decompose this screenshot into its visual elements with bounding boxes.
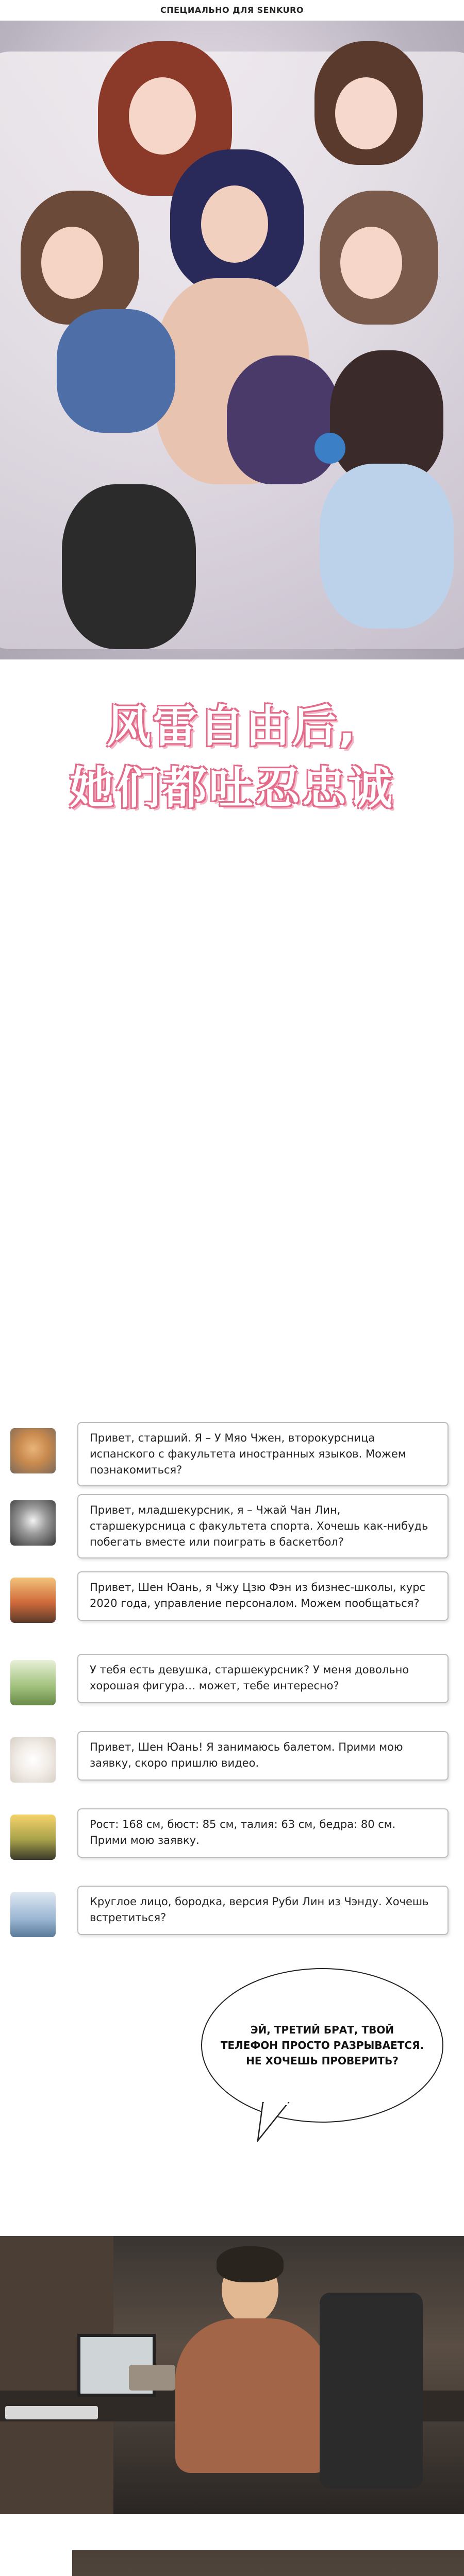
chat-message[interactable] xyxy=(10,1571,454,1628)
bed-panel xyxy=(72,2550,464,2576)
character-hair xyxy=(227,355,340,484)
character-face xyxy=(340,227,402,299)
chat-bubble: У тебя есть девушка, старшекурсник? У меня довольно хорошая фигура… может, тебе интересно? xyxy=(77,1654,449,1703)
chat-bubble: Рост: 168 см, бюст: 85 см, талия: 63 см, бедра: 80 см. Прими мою заявку. xyxy=(77,1808,449,1858)
speech-tail xyxy=(253,2102,294,2143)
title-line-1: 风雷自由后, xyxy=(106,701,358,752)
character-face xyxy=(41,227,103,299)
landscape-avatar-icon xyxy=(10,1578,56,1623)
chat-bubble: Привет, Шен Юань! Я занимаюсь балетом. Прими мою заявку, скоро пришлю видео. xyxy=(77,1731,449,1781)
chat-bubble: Круглое лицо, бородка, версия Руби Лин из Чэнду. Хочешь встретиться? xyxy=(77,1886,449,1935)
shiba-dog-avatar-icon xyxy=(10,1428,56,1473)
chat-message[interactable] xyxy=(10,1422,454,1479)
title-line-2: 她们都吐忍忠诚 xyxy=(70,762,394,814)
header-label: СПЕЦИАЛЬНО ДЛЯ SENKURO xyxy=(160,5,304,15)
radio xyxy=(129,2365,175,2391)
chat-message[interactable] xyxy=(10,1654,454,1710)
cartoon-avatar-icon xyxy=(10,1660,56,1705)
chat-message[interactable] xyxy=(10,1494,454,1551)
character-face xyxy=(335,77,397,149)
keyboard xyxy=(5,2406,98,2419)
chat-bubble: Привет, младшекурсник, я – Чжай Чан Лин, старшекурсница с факультета спорта. Хочешь как-нибудь побегать вместе или поиграть в баскетбол? xyxy=(77,1494,449,1558)
chair xyxy=(320,2293,423,2488)
sunset-avatar-icon xyxy=(10,1815,56,1860)
husky-dog-avatar-icon xyxy=(10,1500,56,1546)
chat-message[interactable] xyxy=(10,1886,454,1942)
rose-icon xyxy=(314,433,345,464)
comic-title xyxy=(0,680,464,845)
character-face xyxy=(129,77,196,155)
speech-text: ЭЙ, ТРЕТИЙ БРАТ, ТВОЙ ТЕЛЕФОН ПРОСТО РАЗРЫВАЕТСЯ. НЕ ХОЧЕШЬ ПРОВЕРИТЬ? xyxy=(220,2024,424,2067)
character-dress xyxy=(57,309,175,433)
character-dress xyxy=(320,464,454,629)
room-panel xyxy=(0,2236,464,2514)
character-hair xyxy=(217,2246,284,2282)
chat-bubble: Привет, Шен Юань, я Чжу Цзю Фэн из бизнес-школы, курс 2020 года, управление персоналом. Можем пообщаться? xyxy=(77,1571,449,1621)
figurine-avatar-icon xyxy=(10,1892,56,1937)
chat-bubble: Привет, старший. Я – У Мяо Чжен, второкурсница испанского с факультета иностранных языков. Можем познакомиться? xyxy=(77,1422,449,1486)
character-shirt xyxy=(175,2318,330,2473)
character-legs xyxy=(62,484,196,649)
chat-message[interactable] xyxy=(10,1731,454,1788)
character-face xyxy=(201,185,268,263)
speech-bubble xyxy=(201,1968,443,2123)
chat-message[interactable] xyxy=(10,1808,454,1865)
cover-illustration xyxy=(0,21,464,659)
white-puppy-avatar-icon xyxy=(10,1737,56,1783)
